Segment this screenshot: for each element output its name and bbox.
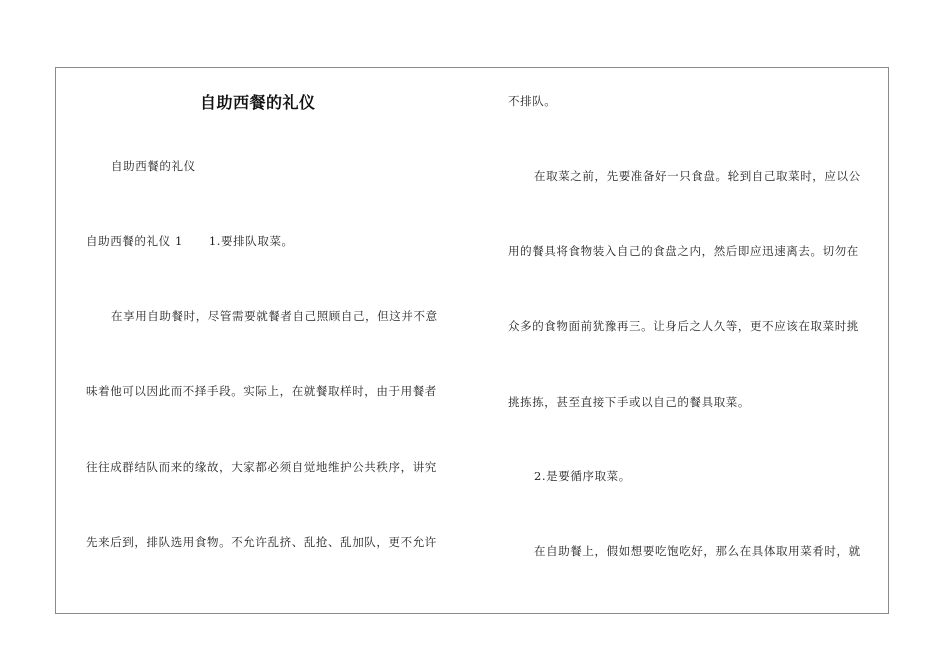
right-paragraph-line: 用的餐具将食物装入自己的食盘之内，然后即应迅速离去。切勿在	[508, 244, 859, 258]
right-paragraph-line: 在自助餐上，假如想要吃饱吃好，那么在具体取用菜肴时，就	[534, 544, 861, 558]
left-paragraph-line: 味着他可以因此而不择手段。实际上，在就餐取样时，由于用餐者	[86, 384, 437, 398]
left-paragraph-line: 往往成群结队而来的缘故，大家都必须自觉地维护公共秩序，讲究	[86, 460, 437, 474]
section-name: 自助西餐的礼仪 1	[86, 234, 183, 248]
section-heading: 1.要排队取菜。	[208, 234, 294, 248]
right-section-heading: 2.是要循序取菜。	[534, 469, 631, 483]
left-paragraph-line: 在享用自助餐时，尽管需要就餐者自己照顾自己，但这并不意	[111, 309, 438, 323]
document-title: 自助西餐的礼仪	[200, 93, 316, 112]
right-paragraph-line: 挑拣拣，甚至直接下手或以自己的餐具取菜。	[508, 395, 750, 409]
right-paragraph-line: 在取菜之前，先要准备好一只食盘。轮到自己取菜时，应以公	[534, 169, 861, 183]
left-paragraph-line: 先来后到，排队选用食物。不允许乱挤、乱抢、乱加队，更不允许	[86, 535, 437, 549]
page-frame	[55, 67, 889, 614]
left-subtitle: 自助西餐的礼仪	[111, 159, 196, 173]
right-paragraph-line: 众多的食物面前犹豫再三。让身后之人久等，更不应该在取菜时挑	[508, 319, 859, 333]
left-section-line	[86, 234, 294, 248]
right-paragraph-line: 不排队。	[508, 94, 557, 108]
